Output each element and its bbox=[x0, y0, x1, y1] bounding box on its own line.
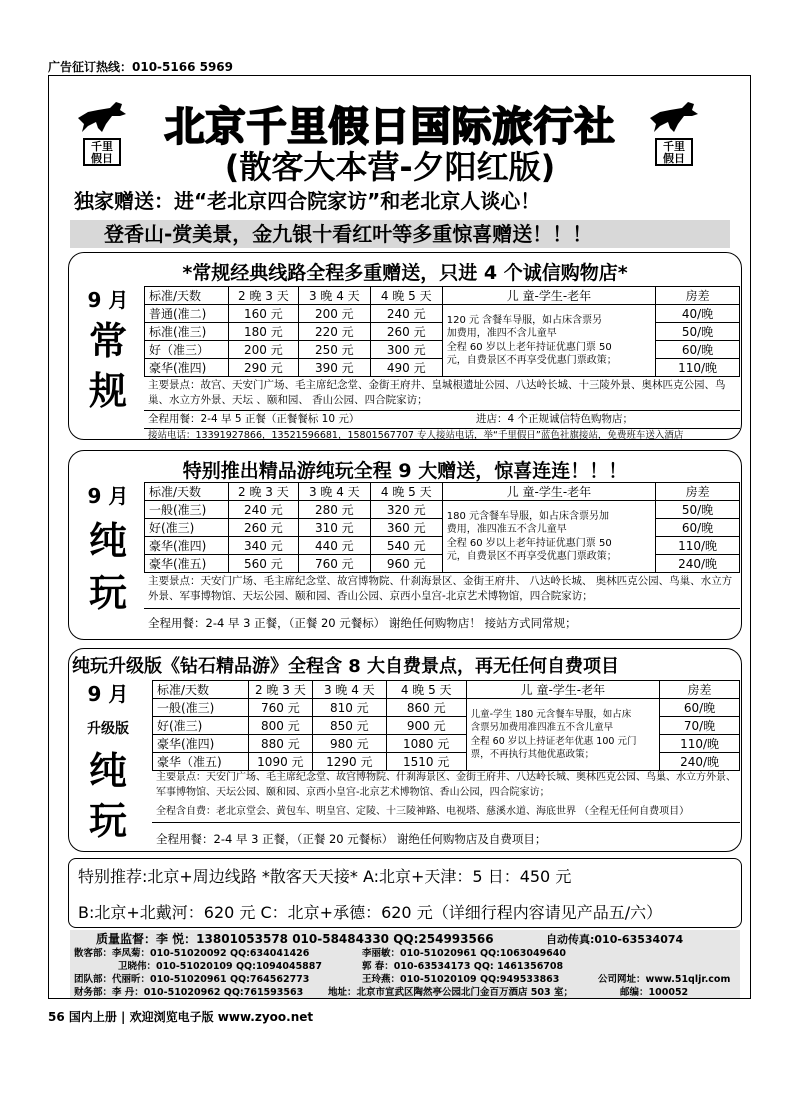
note-line: 含票另加费用准四准五不含儿童早 bbox=[470, 722, 614, 733]
company-address: 地址：北京市宣武区陶然亭公园北门金百万酒店 503 室； bbox=[328, 987, 573, 998]
table-cell: 豪华(准四) bbox=[145, 537, 229, 555]
table-header-cell: 标准/天数 bbox=[153, 681, 249, 699]
table-cell: 260 元 bbox=[228, 519, 298, 537]
pure-month: 9 月 bbox=[87, 484, 129, 508]
table-cell: 好（准三） bbox=[145, 341, 229, 359]
table-cell: 810 元 bbox=[312, 699, 386, 717]
table-cell: 40/晚 bbox=[656, 305, 740, 323]
note-line: 全程 60 岁以上老年持证优惠门票 50 bbox=[446, 537, 612, 549]
table-header-row bbox=[145, 483, 740, 501]
table-cell: 900 元 bbox=[386, 717, 466, 735]
table-cell: 860 元 bbox=[386, 699, 466, 717]
table-cell: 880 元 bbox=[248, 735, 312, 753]
table-cell: 250 元 bbox=[298, 341, 370, 359]
table-cell: 490 元 bbox=[370, 359, 442, 377]
contact-row-2a: 卫晓伟：010-51020109 QQ:1094045887 bbox=[118, 961, 323, 972]
note-line: 票，不再执行其他优惠政策； bbox=[470, 749, 595, 760]
divider bbox=[144, 608, 740, 609]
table-cell: 50/晚 bbox=[656, 501, 740, 519]
table-cell: 540 元 bbox=[370, 537, 442, 555]
logo-text-bottom: 假日 bbox=[663, 152, 685, 165]
pure-label-1: 纯 bbox=[88, 519, 127, 563]
note-line: 费用，准四准五不含儿童早 bbox=[446, 524, 567, 535]
table-cell: 60/晚 bbox=[656, 519, 740, 537]
logo-text-top: 千里 bbox=[663, 140, 685, 153]
table-cell: 240 元 bbox=[228, 501, 298, 519]
table-header-cell: 4 晚 5 天 bbox=[386, 681, 466, 699]
table-cell: 1080 元 bbox=[386, 735, 466, 753]
pure-note-cell bbox=[442, 501, 655, 573]
table-header-cell: 4 晚 5 天 bbox=[370, 483, 442, 501]
company-website: 公司网址：www.51qljr.com bbox=[598, 974, 731, 985]
brand-logo-right bbox=[648, 98, 700, 164]
agency-subtitle: (散客大本营-夕阳红版) bbox=[224, 148, 556, 186]
regular-month: 9 月 bbox=[87, 288, 129, 312]
table-cell: 760 元 bbox=[298, 555, 370, 573]
table-header-cell: 标准/天数 bbox=[145, 483, 229, 501]
pure-meals: 全程用餐：2-4 早 3 正餐，（正餐 20 元餐标） 谢绝任何购物店！ 接站方式同常规； bbox=[148, 616, 577, 630]
table-cell: 800 元 bbox=[248, 717, 312, 735]
brand-logo-box bbox=[83, 138, 121, 166]
table-header-cell: 3 晚 4 天 bbox=[312, 681, 386, 699]
agency-title: 北京千里假日国际旅行社 bbox=[164, 104, 616, 150]
table-cell: 豪华（准五) bbox=[153, 753, 249, 771]
table-cell: 360 元 bbox=[370, 519, 442, 537]
table-cell: 110/晚 bbox=[656, 537, 740, 555]
table-header-cell: 房差 bbox=[656, 483, 740, 501]
pure-label-2: 玩 bbox=[88, 571, 127, 615]
diamond-heading: 纯玩升级版《钻石精品游》全程含 8 大自费景点，再无任何自费项目 bbox=[72, 656, 620, 677]
table-header-cell: 儿 童-学生-老年 bbox=[442, 287, 655, 305]
auto-fax: 自动传真:010-63534074 bbox=[546, 933, 684, 946]
table-cell: 390 元 bbox=[298, 359, 370, 377]
quality-supervisor: 质量监督：李 悦：13801053578 010-58484330 QQ:254993566 bbox=[96, 932, 494, 946]
diamond-spots: 主要景点：天安门广场、毛主席纪念堂、故宫博物院、什刹海景区、金街王府井、八达岭长城、奥林匹克公园、鸟巢、水立方外景、军事博物馆、天坛公园、颐和园、京西小皇宫-北京艺术博物馆、香山公园，四合院家访； bbox=[156, 772, 736, 798]
table-header-cell: 房差 bbox=[656, 287, 740, 305]
note-line: 全程 60 岁以上持证老年优惠 100 元门 bbox=[470, 735, 637, 747]
table-cell: 850 元 bbox=[312, 717, 386, 735]
diamond-note-cell bbox=[466, 699, 659, 771]
pure-price-table bbox=[144, 482, 740, 573]
regular-note-cell bbox=[442, 305, 655, 377]
contact-row-3a: 团队部：代丽昕：010-51020961 QQ:764562773 bbox=[74, 974, 310, 985]
note-line: 元，自费景区不再享受优惠门票政策； bbox=[446, 355, 617, 366]
regular-contact: 接站电话：13391927866，13521596681，15801567707 专人接站电话，举“千里假日”蓝色社旗接站，免费班车送入酒店 bbox=[148, 430, 684, 441]
note-line: 加费用，准四不含儿童早 bbox=[446, 328, 557, 339]
table-cell: 普通(准二) bbox=[145, 305, 229, 323]
table-header-row bbox=[145, 287, 740, 305]
table-header-cell: 2 晚 3 天 bbox=[228, 483, 298, 501]
ad-hotline: 广告征订热线：010-5166 5969 bbox=[48, 60, 234, 74]
table-cell: 200 元 bbox=[228, 341, 298, 359]
table-cell: 220 元 bbox=[298, 323, 370, 341]
table-cell: 300 元 bbox=[370, 341, 442, 359]
divider bbox=[152, 822, 740, 823]
table-cell: 960 元 bbox=[370, 555, 442, 573]
table-cell: 240/晚 bbox=[660, 753, 740, 771]
table-cell: 290 元 bbox=[228, 359, 298, 377]
table-cell: 320 元 bbox=[370, 501, 442, 519]
diamond-month: 9 月 bbox=[87, 682, 129, 706]
horse-icon bbox=[648, 98, 700, 134]
diamond-meals: 全程用餐：2-4 早 3 正餐，（正餐 20 元餐标） 谢绝任何购物店及自费项目； bbox=[156, 832, 547, 846]
table-header-cell: 房差 bbox=[660, 681, 740, 699]
table-cell: 好(准三) bbox=[145, 519, 229, 537]
table-cell: 980 元 bbox=[312, 735, 386, 753]
table-header-cell: 2 晚 3 天 bbox=[248, 681, 312, 699]
table-cell: 60/晚 bbox=[660, 699, 740, 717]
diamond-tag: 升级版 bbox=[87, 721, 129, 737]
regular-shops: 进店：4 个正规诚信特色购物店； bbox=[476, 413, 634, 425]
table-cell: 240/晚 bbox=[656, 555, 740, 573]
regular-label-1: 常 bbox=[88, 319, 127, 363]
table-cell: 240 元 bbox=[370, 305, 442, 323]
table-cell: 标准(准三) bbox=[145, 323, 229, 341]
table-row bbox=[153, 699, 740, 717]
table-cell: 50/晚 bbox=[656, 323, 740, 341]
table-cell: 440 元 bbox=[298, 537, 370, 555]
note-line: 元，自费景区不再享受优惠门票政策； bbox=[446, 551, 617, 562]
table-cell: 110/晚 bbox=[660, 735, 740, 753]
diamond-label-1: 纯 bbox=[88, 749, 127, 793]
table-header-cell: 3 晚 4 天 bbox=[298, 287, 370, 305]
table-cell: 310 元 bbox=[298, 519, 370, 537]
note-line: 儿童-学生 180 元含餐车导服，如占床 bbox=[470, 708, 632, 720]
divider bbox=[144, 410, 740, 411]
contact-row-2b: 郭 春：010-63534173 QQ: 1461356708 bbox=[362, 961, 564, 972]
page-footer: 56 国内上册 | 欢迎浏览电子版 www.zyoo.net bbox=[48, 1010, 314, 1024]
table-cell: 560 元 bbox=[228, 555, 298, 573]
table-cell: 豪华(准五) bbox=[145, 555, 229, 573]
table-header-cell: 4 晚 5 天 bbox=[370, 287, 442, 305]
recommend-line-2: B:北京+北戴河：620 元 C：北京+承德：620 元（详细行程内容请见产品五/六） bbox=[78, 903, 663, 922]
diamond-price-table bbox=[152, 680, 740, 771]
regular-heading: *常规经典线路全程多重赠送，只进 4 个诚信购物店* bbox=[182, 262, 628, 284]
table-header-cell: 儿 童-学生-老年 bbox=[466, 681, 659, 699]
pure-spots: 主要景点：天安门广场、毛主席纪念堂、故宫博物院、什刹海景区、金街王府井、 八达岭长城、 奥林匹克公园、鸟巢、水立方外景、军事博物馆、天坛公园、颐和园、香山公园、京西小皇宫-北京艺术博物馆，四合院家访； bbox=[148, 575, 733, 602]
table-cell: 280 元 bbox=[298, 501, 370, 519]
contact-row-3b: 王玲燕：010-51020109 QQ:949533863 bbox=[362, 974, 560, 985]
note-line: 120 元 含餐车导服，如占床含票另 bbox=[446, 314, 603, 326]
regular-spots: 主要景点：故宫、天安门广场、毛主席纪念堂、金街王府井、皇城根遗址公园、八达岭长城、十三陵外景、奥林匹克公园、鸟巢、水立方外景、天坛 、颐和园、 香山公园、四合院家访； bbox=[148, 379, 726, 406]
table-header-cell: 2 晚 3 天 bbox=[228, 287, 298, 305]
table-cell: 160 元 bbox=[228, 305, 298, 323]
table-cell: 180 元 bbox=[228, 323, 298, 341]
table-cell: 1510 元 bbox=[386, 753, 466, 771]
table-cell: 1090 元 bbox=[248, 753, 312, 771]
table-cell: 60/晚 bbox=[656, 341, 740, 359]
gift-line-1: 独家赠送：进“老北京四合院家访”和老北京人谈心！ bbox=[74, 189, 541, 213]
table-header-cell: 儿 童-学生-老年 bbox=[442, 483, 655, 501]
table-cell: 70/晚 bbox=[660, 717, 740, 735]
brand-logo-box bbox=[655, 138, 693, 166]
table-cell: 豪华(准四) bbox=[145, 359, 229, 377]
table-header-cell: 3 晚 4 天 bbox=[298, 483, 370, 501]
diamond-self-pay: 全程含自费：老北京堂会、黄包车、明皇宫、定陵、十三陵神路、电视塔、慈溪水道、海底世界 （全程无任何自费项目） bbox=[156, 806, 690, 817]
logo-text-bottom: 假日 bbox=[91, 152, 113, 165]
brand-logo-left bbox=[76, 98, 128, 164]
horse-icon bbox=[76, 98, 128, 134]
table-cell: 760 元 bbox=[248, 699, 312, 717]
recommend-line-1: 特别推荐:北京+周边线路 *散客天天接* A:北京+天津：5 日：450 元 bbox=[78, 867, 572, 886]
regular-price-table bbox=[144, 286, 740, 377]
table-cell: 豪华(准四) bbox=[153, 735, 249, 753]
note-line: 180 元含餐车导服，如占床含票另加 bbox=[446, 510, 609, 522]
table-cell: 260 元 bbox=[370, 323, 442, 341]
table-header-row bbox=[153, 681, 740, 699]
table-row bbox=[145, 501, 740, 519]
table-cell: 340 元 bbox=[228, 537, 298, 555]
regular-label-2: 规 bbox=[88, 369, 127, 413]
note-line: 全程 60 岁以上老年持证优惠门票 50 bbox=[446, 341, 612, 353]
table-row bbox=[145, 305, 740, 323]
contact-row-1a: 散客部：李凤菊：010-51020092 QQ:634041426 bbox=[74, 948, 310, 959]
contact-row-4a: 财务部：李 丹：010-51020962 QQ:761593563 bbox=[74, 987, 304, 998]
table-cell: 一般(准三) bbox=[145, 501, 229, 519]
table-cell: 110/晚 bbox=[656, 359, 740, 377]
pure-heading: 特别推出精品游纯玩全程 9 大赠送，惊喜连连！！！ bbox=[182, 460, 628, 482]
table-cell: 好(准三) bbox=[153, 717, 249, 735]
postal-code: 邮编：100052 bbox=[620, 987, 689, 998]
table-header-cell: 标准/天数 bbox=[145, 287, 229, 305]
logo-text-top: 千里 bbox=[91, 140, 113, 153]
table-cell: 一般(准三) bbox=[153, 699, 249, 717]
table-cell: 1290 元 bbox=[312, 753, 386, 771]
contact-row-1b: 李丽敏：010-51020961 QQ:1063049640 bbox=[362, 948, 567, 959]
regular-meals: 全程用餐：2-4 早 5 正餐（正餐餐标 10 元） bbox=[148, 413, 360, 425]
diamond-label-2: 玩 bbox=[88, 799, 127, 843]
gift-line-2: 登香山-赏美景，金九银十看红叶等多重惊喜赠送！！！ bbox=[70, 220, 730, 248]
table-cell: 200 元 bbox=[298, 305, 370, 323]
